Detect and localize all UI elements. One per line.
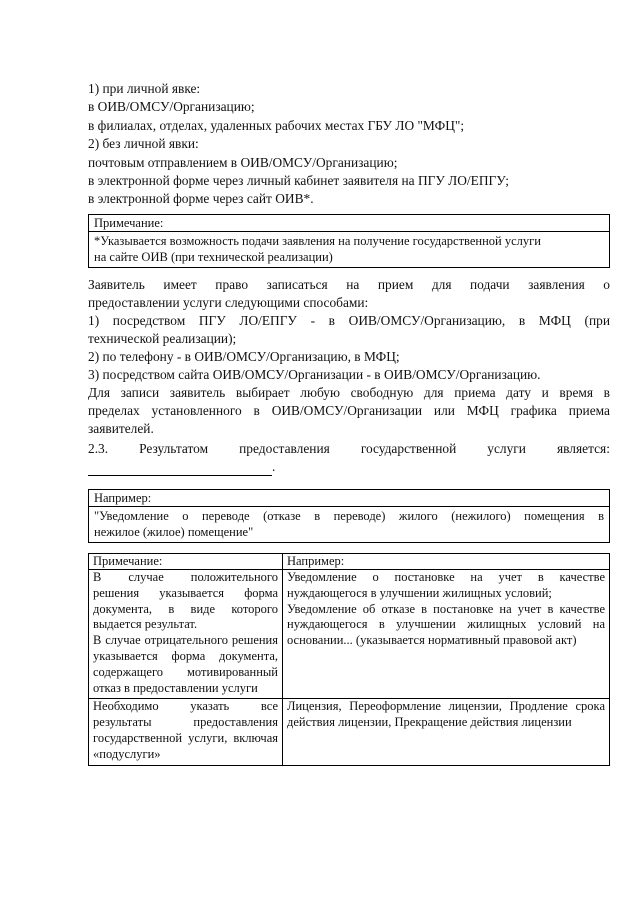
- table-header-row: [89, 554, 610, 570]
- list-line: в электронной форме через личный кабинет заявителя на ПГУ ЛО/ЕПГУ;: [88, 173, 509, 189]
- list-line: в ОИВ/ОМСУ/Организацию;: [88, 99, 255, 115]
- result-section: [88, 440, 610, 476]
- heading-word: услуги: [487, 441, 526, 456]
- fill-in-blank: [88, 460, 272, 476]
- list-line: почтовым отправлением в ОИВ/ОМСУ/Организацию;: [88, 154, 398, 170]
- period: .: [272, 459, 276, 474]
- example-line: "Уведомление о переводе (отказе в переводе) жилого (нежилого) помещения в: [94, 509, 604, 523]
- note-line: *Указывается возможность подачи заявления на получение государственной услуги: [94, 234, 541, 248]
- table-cell: Необходимо указать все результаты предоставления государственной услуги, включая «подуслуги»: [89, 699, 283, 765]
- table-cell: [283, 570, 610, 699]
- table-row: [89, 570, 610, 699]
- submission-methods-list: [88, 80, 608, 209]
- example-box: [88, 489, 610, 543]
- table-header-cell: Примечание:: [89, 554, 283, 570]
- list-line: 2) без личной явки:: [88, 136, 199, 152]
- paragraph-line: пределах установленного в ОИВ/ОМСУ/Организации или МФЦ графика приема: [88, 403, 610, 418]
- list-line: в электронной форме через сайт ОИВ*.: [88, 191, 314, 207]
- example-body: [89, 507, 609, 542]
- section-number: 2.3.: [88, 441, 109, 456]
- paragraph-line: Заявитель имеет право записаться на прием для подачи заявления о: [88, 277, 610, 292]
- cell-paragraph: Уведомление об отказе в постановке на учет в качестве нуждающегося в улучшении жилищных условий на основании... (указывается нормативный правовой акт): [287, 601, 605, 648]
- appointment-paragraph: [88, 276, 610, 438]
- cell-paragraph: В случае положительного решения указывается форма документа, в виде которого выдается результат.: [93, 570, 278, 632]
- paragraph-line: Для записи заявитель выбирает любую свободную для приема дату и время в: [88, 385, 610, 400]
- heading-word: является:: [557, 441, 610, 456]
- list-line: в филиалах, отделах, удаленных рабочих местах ГБУ ЛО "МФЦ";: [88, 117, 465, 133]
- note-box: [88, 214, 610, 268]
- cell-paragraph: В случае отрицательного решения указывается форма документа, содержащего мотивированный отказ в предоставлении услуги: [93, 633, 278, 695]
- paragraph-line: заявителей.: [88, 421, 154, 436]
- note-body: [89, 232, 609, 267]
- table-header-cell: Например:: [283, 554, 610, 570]
- paragraph-line: предоставлении услуги следующими способами:: [88, 295, 369, 310]
- paragraph-line: технической реализации);: [88, 331, 237, 346]
- heading-word: предоставления: [239, 441, 330, 456]
- list-line: 1) при личной явке:: [88, 81, 201, 96]
- heading-word: Результатом: [139, 441, 209, 456]
- note-line: на сайте ОИВ (при технической реализации): [94, 250, 333, 264]
- example-header: Например:: [89, 490, 609, 507]
- result-blank-line: [88, 458, 610, 476]
- cell-paragraph: Уведомление о постановке на учет в качестве нуждающегося в улучшении жилищных условий;: [287, 570, 605, 600]
- heading-word: государственной: [360, 441, 457, 456]
- table-row: [89, 699, 610, 765]
- result-heading: [88, 440, 610, 458]
- paragraph-line: 2) по телефону - в ОИВ/ОМСУ/Организацию, в МФЦ;: [88, 349, 400, 364]
- result-table: [88, 553, 610, 766]
- paragraph-line: 3) посредством сайта ОИВ/ОМСУ/Организации - в ОИВ/ОМСУ/Организацию.: [88, 367, 541, 382]
- table-cell: Лицензия, Переоформление лицензии, Продление срока действия лицензии, Прекращение действия лицензии: [283, 699, 610, 765]
- note-header: Примечание:: [89, 215, 609, 232]
- table-cell: [89, 570, 283, 699]
- paragraph-line: 1) посредством ПГУ ЛО/ЕПГУ - в ОИВ/ОМСУ/Организацию, в МФЦ (при: [88, 313, 610, 328]
- example-line: нежилое (жилое) помещение": [94, 525, 254, 539]
